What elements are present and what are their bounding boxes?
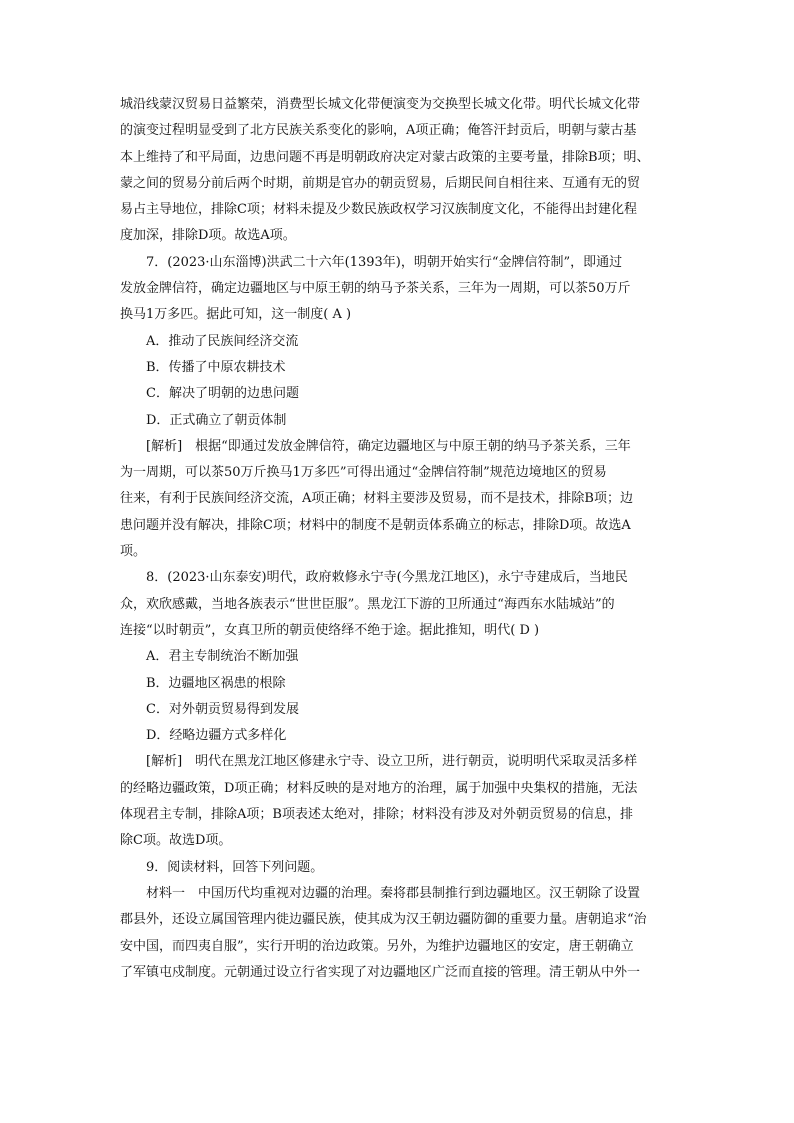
option-d: D．经略边疆方式多样化 (146, 728, 287, 744)
text-line: 易占主导地位，排除C项；材料未提及少数民族政权学习汉族制度文化，不能得出封建化程 (120, 202, 637, 218)
question-stem-line: 8．(2023·山东泰安)明代，政府敕修永宁寺(今黑龙江地区)，永宁寺建成后，当地民 (146, 570, 628, 586)
material-line: 安中国，而四夷自服”，实行开明的治边政策。另外，为维护边疆地区的安定，唐王朝确立 (120, 938, 634, 954)
text-line: 的演变过程明显受到了北方民族关系变化的影响，A项正确；俺答汗封贡后，明朝与蒙古基 (120, 123, 637, 139)
option-a: A．君主专制统治不断加强 (146, 649, 299, 665)
question-stem-line: 换马1万多匹。据此可知，这一制度( A ) (120, 307, 352, 323)
analysis-line: 项。 (120, 544, 147, 560)
option-c: C．对外朝贡贸易得到发展 (146, 701, 299, 717)
analysis-line: 为一周期，可以茶50万斤换马1万多匹”可得出通过“金牌信符制”规范边境地区的贸易 (120, 465, 607, 481)
analysis-line: 除C项。故选D项。 (120, 833, 232, 849)
option-a: A．推动了民族间经济交流 (146, 333, 299, 349)
material-line: 了军镇屯戍制度。元朝通过设立行省实现了对边疆地区广泛而直接的管理。清王朝从中外一 (120, 964, 641, 980)
question-9 (120, 855, 682, 986)
q6-analysis-continued (120, 92, 682, 250)
question-8 (120, 565, 682, 854)
question-stem-line: 发放金牌信符，确定边疆地区与中原王朝的纳马予茶关系，三年为一周期，可以茶50万斤 (120, 281, 631, 297)
question-stem-line: 9．阅读材料，回答下列问题。 (146, 859, 324, 875)
material-line: 材料一 中国历代均重视对边疆的治理。秦将郡县制推行到边疆地区。汉王朝除了设置 (146, 885, 641, 901)
analysis-line: 往来，有利于民族间经济交流，A项正确；材料主要涉及贸易，而不是技术，排除B项；边 (120, 491, 633, 507)
document-page (120, 92, 682, 986)
option-b: B．传播了中原农耕技术 (146, 359, 286, 375)
text-line: 蒙之间的贸易分前后两个时期，前期是官办的朝贡贸易，后期民间自相往来、互通有无的贸 (120, 175, 641, 191)
question-7 (120, 250, 682, 566)
question-stem-line: 7．(2023·山东淄博)洪武二十六年(1393年)，明朝开始实行“金牌信符制”，即通过 (146, 254, 623, 270)
text-line: 度加深，排除D项。故选A项。 (120, 228, 296, 244)
option-c: C．解决了明朝的边患问题 (146, 386, 299, 402)
material-line: 郡县外，还设立属国管理内徙边疆民族，使其成为汉王朝边疆防御的重要力量。唐朝追求“治 (120, 912, 647, 928)
text-line: 本上维持了和平局面，边患问题不再是明朝政府决定对蒙古政策的主要考量，排除B项；明、 (120, 149, 650, 165)
option-d: D．正式确立了朝贡体制 (146, 412, 287, 428)
analysis-line: 体现君主专制，排除A项；B项表述太绝对，排除；材料没有涉及对外朝贡贸易的信息，排 (120, 807, 633, 823)
analysis-line: [解析] 根据“即通过发放金牌信符，确定边疆地区与中原王朝的纳马予茶关系，三年 (146, 438, 631, 454)
text-line: 城沿线蒙汉贸易日益繁荣，消费型长城文化带便演变为交换型长城文化带。明代长城文化带 (120, 97, 641, 112)
analysis-line: [解析] 明代在黑龙江地区修建永宁寺、设立卫所，进行朝贡，说明明代采取灵活多样 (146, 754, 638, 770)
analysis-line: 的经略边疆政策，D项正确；材料反映的是对地方的治理，属于加强中央集权的措施，无法 (120, 780, 638, 796)
analysis-line: 患问题并没有解决，排除C项；材料中的制度不是朝贡体系确立的标志，排除D项。故选A (120, 517, 631, 533)
question-stem-line: 众，欢欣感戴，当地各族表示“世世臣服”。黑龙江下游的卫所通过“海西东水陆城站”的 (120, 596, 615, 612)
option-b: B．边疆地区祸患的根除 (146, 675, 286, 691)
question-stem-line: 连接“以时朝贡”，女真卫所的朝贡使络绎不绝于途。据此推知，明代( D ) (120, 622, 540, 638)
